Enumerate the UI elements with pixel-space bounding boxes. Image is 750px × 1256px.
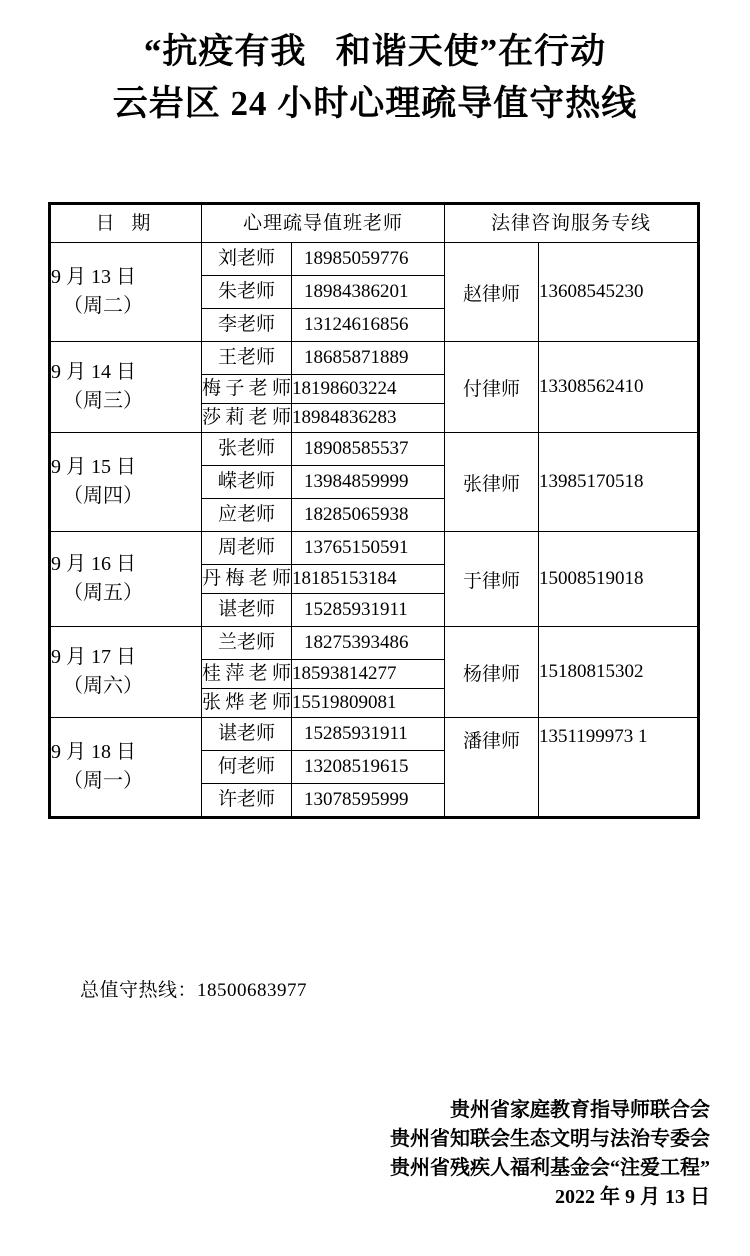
date-weekday: （周一） xyxy=(63,770,143,792)
teacher-phone-cell: 13208519615 xyxy=(292,751,445,784)
lawyer-phone-cell: 13608545230 xyxy=(539,243,699,342)
teacher-name: 张老师 xyxy=(217,438,275,459)
date-primary: 9 月 15 日 xyxy=(51,456,136,478)
teacher-phone-cell: 13124616856 xyxy=(292,309,445,342)
lawyer-name-cell: 杨律师 xyxy=(445,627,539,718)
teacher-phone-cell: 18685871889 xyxy=(292,342,445,375)
teacher-name-cell xyxy=(202,784,292,818)
date-cell xyxy=(50,243,202,342)
header-counselor: 心理疏导值班老师 xyxy=(202,204,445,243)
teacher-phone-cell: 18984836283 xyxy=(292,404,445,433)
teacher-name-cell xyxy=(202,466,292,499)
teacher-name: 桂萍老师 xyxy=(202,663,291,684)
date-cell xyxy=(50,342,202,433)
table-row xyxy=(50,342,699,375)
teacher-phone-cell: 18185153184 xyxy=(292,565,445,594)
date-cell xyxy=(50,627,202,718)
teacher-name: 谌老师 xyxy=(217,599,275,620)
signature-block xyxy=(390,1096,710,1212)
teacher-phone-cell: 18275393486 xyxy=(292,627,445,660)
teacher-name: 谌老师 xyxy=(217,723,275,744)
signature-org-1: 贵州省家庭教育指导师联合会 xyxy=(450,1099,710,1121)
table-row xyxy=(50,433,699,466)
table-row xyxy=(50,718,699,751)
lawyer-phone-cell: 13308562410 xyxy=(539,342,699,433)
teacher-name-cell xyxy=(202,627,292,660)
teacher-name: 王老师 xyxy=(217,347,275,368)
lawyer-phone-cell: 15180815302 xyxy=(539,627,699,718)
teacher-name-cell xyxy=(202,499,292,532)
teacher-phone-cell: 18984386201 xyxy=(292,276,445,309)
lawyer-name-cell: 付律师 xyxy=(445,342,539,433)
lawyer-name-cell: 赵律师 xyxy=(445,243,539,342)
schedule-table-container xyxy=(48,202,700,819)
date-weekday: （周六） xyxy=(63,675,143,697)
teacher-phone-cell: 13078595999 xyxy=(292,784,445,818)
date-weekday: （周三） xyxy=(63,390,143,412)
date-primary: 9 月 14 日 xyxy=(51,361,136,383)
table-body xyxy=(50,243,699,818)
teacher-name: 周老师 xyxy=(217,537,275,558)
teacher-name-cell xyxy=(202,243,292,276)
teacher-name: 李老师 xyxy=(217,314,275,335)
table-header xyxy=(50,204,699,243)
lawyer-phone-cell: 15008519018 xyxy=(539,532,699,627)
date-primary: 9 月 16 日 xyxy=(51,553,136,575)
teacher-name: 丹梅老师 xyxy=(202,568,291,589)
date-cell xyxy=(50,718,202,818)
lawyer-name-cell: 张律师 xyxy=(445,433,539,532)
teacher-phone-cell: 15519809081 xyxy=(292,689,445,718)
teacher-name-cell xyxy=(202,342,292,375)
teacher-phone-cell: 18198603224 xyxy=(292,375,445,404)
teacher-name-cell xyxy=(202,309,292,342)
title-line-1: “抗疫有我 和谐天使”在行动 xyxy=(143,32,607,71)
teacher-name: 应老师 xyxy=(217,504,275,525)
teacher-name: 何老师 xyxy=(217,756,275,777)
signature-date: 2022 年 9 月 13 日 xyxy=(555,1186,710,1208)
lawyer-phone-cell: 1351199973 1 xyxy=(539,718,699,818)
table-row xyxy=(50,627,699,660)
teacher-name-cell xyxy=(202,689,292,718)
signature-org-2: 贵州省知联会生态文明与法治专委会 xyxy=(390,1128,710,1150)
teacher-phone-cell: 18908585537 xyxy=(292,433,445,466)
teacher-phone-cell: 13984859999 xyxy=(292,466,445,499)
teacher-phone-cell: 18285065938 xyxy=(292,499,445,532)
teacher-name-cell xyxy=(202,375,292,404)
teacher-name-cell xyxy=(202,404,292,433)
teacher-name-cell xyxy=(202,718,292,751)
date-cell xyxy=(50,433,202,532)
teacher-name-cell xyxy=(202,594,292,627)
signature-org-3: 贵州省残疾人福利基金会“注爱工程” xyxy=(390,1157,710,1179)
lawyer-name-cell: 于律师 xyxy=(445,532,539,627)
teacher-name-cell xyxy=(202,276,292,309)
header-date: 日 期 xyxy=(50,204,202,243)
teacher-name: 张烨老师 xyxy=(202,692,291,713)
teacher-phone-cell: 18985059776 xyxy=(292,243,445,276)
teacher-name: 许老师 xyxy=(217,789,275,810)
table-row xyxy=(50,532,699,565)
teacher-phone-cell: 15285931911 xyxy=(292,594,445,627)
teacher-name-cell xyxy=(202,433,292,466)
date-primary: 9 月 17 日 xyxy=(51,646,136,668)
lawyer-name-cell: 潘律师 xyxy=(445,718,539,818)
table-row xyxy=(50,243,699,276)
teacher-name-cell xyxy=(202,565,292,594)
header-legal: 法律咨询服务专线 xyxy=(445,204,699,243)
teacher-name: 兰老师 xyxy=(217,632,275,653)
teacher-phone-cell: 15285931911 xyxy=(292,718,445,751)
teacher-name: 莎莉老师 xyxy=(202,407,291,428)
date-primary: 9 月 18 日 xyxy=(51,741,136,763)
date-weekday: （周四） xyxy=(63,485,143,507)
teacher-name: 朱老师 xyxy=(217,281,275,302)
date-primary: 9 月 13 日 xyxy=(51,266,136,288)
teacher-name: 刘老师 xyxy=(217,248,275,269)
header-row xyxy=(50,204,699,243)
teacher-name: 嵘老师 xyxy=(217,471,275,492)
teacher-phone-cell: 18593814277 xyxy=(292,660,445,689)
duty-schedule-table xyxy=(48,202,700,819)
teacher-name-cell xyxy=(202,660,292,689)
teacher-phone-cell: 13765150591 xyxy=(292,532,445,565)
date-cell xyxy=(50,532,202,627)
teacher-name-cell xyxy=(202,532,292,565)
document-title xyxy=(0,0,750,130)
lawyer-phone-cell: 13985170518 xyxy=(539,433,699,532)
general-hotline-note: 总值守热线：18500683977 xyxy=(80,980,308,1001)
teacher-name: 梅子老师 xyxy=(202,378,291,399)
date-weekday: （周二） xyxy=(63,295,143,317)
title-line-2: 云岩区 24 小时心理疏导值守热线 xyxy=(112,84,638,123)
date-weekday: （周五） xyxy=(63,582,143,604)
teacher-name-cell xyxy=(202,751,292,784)
